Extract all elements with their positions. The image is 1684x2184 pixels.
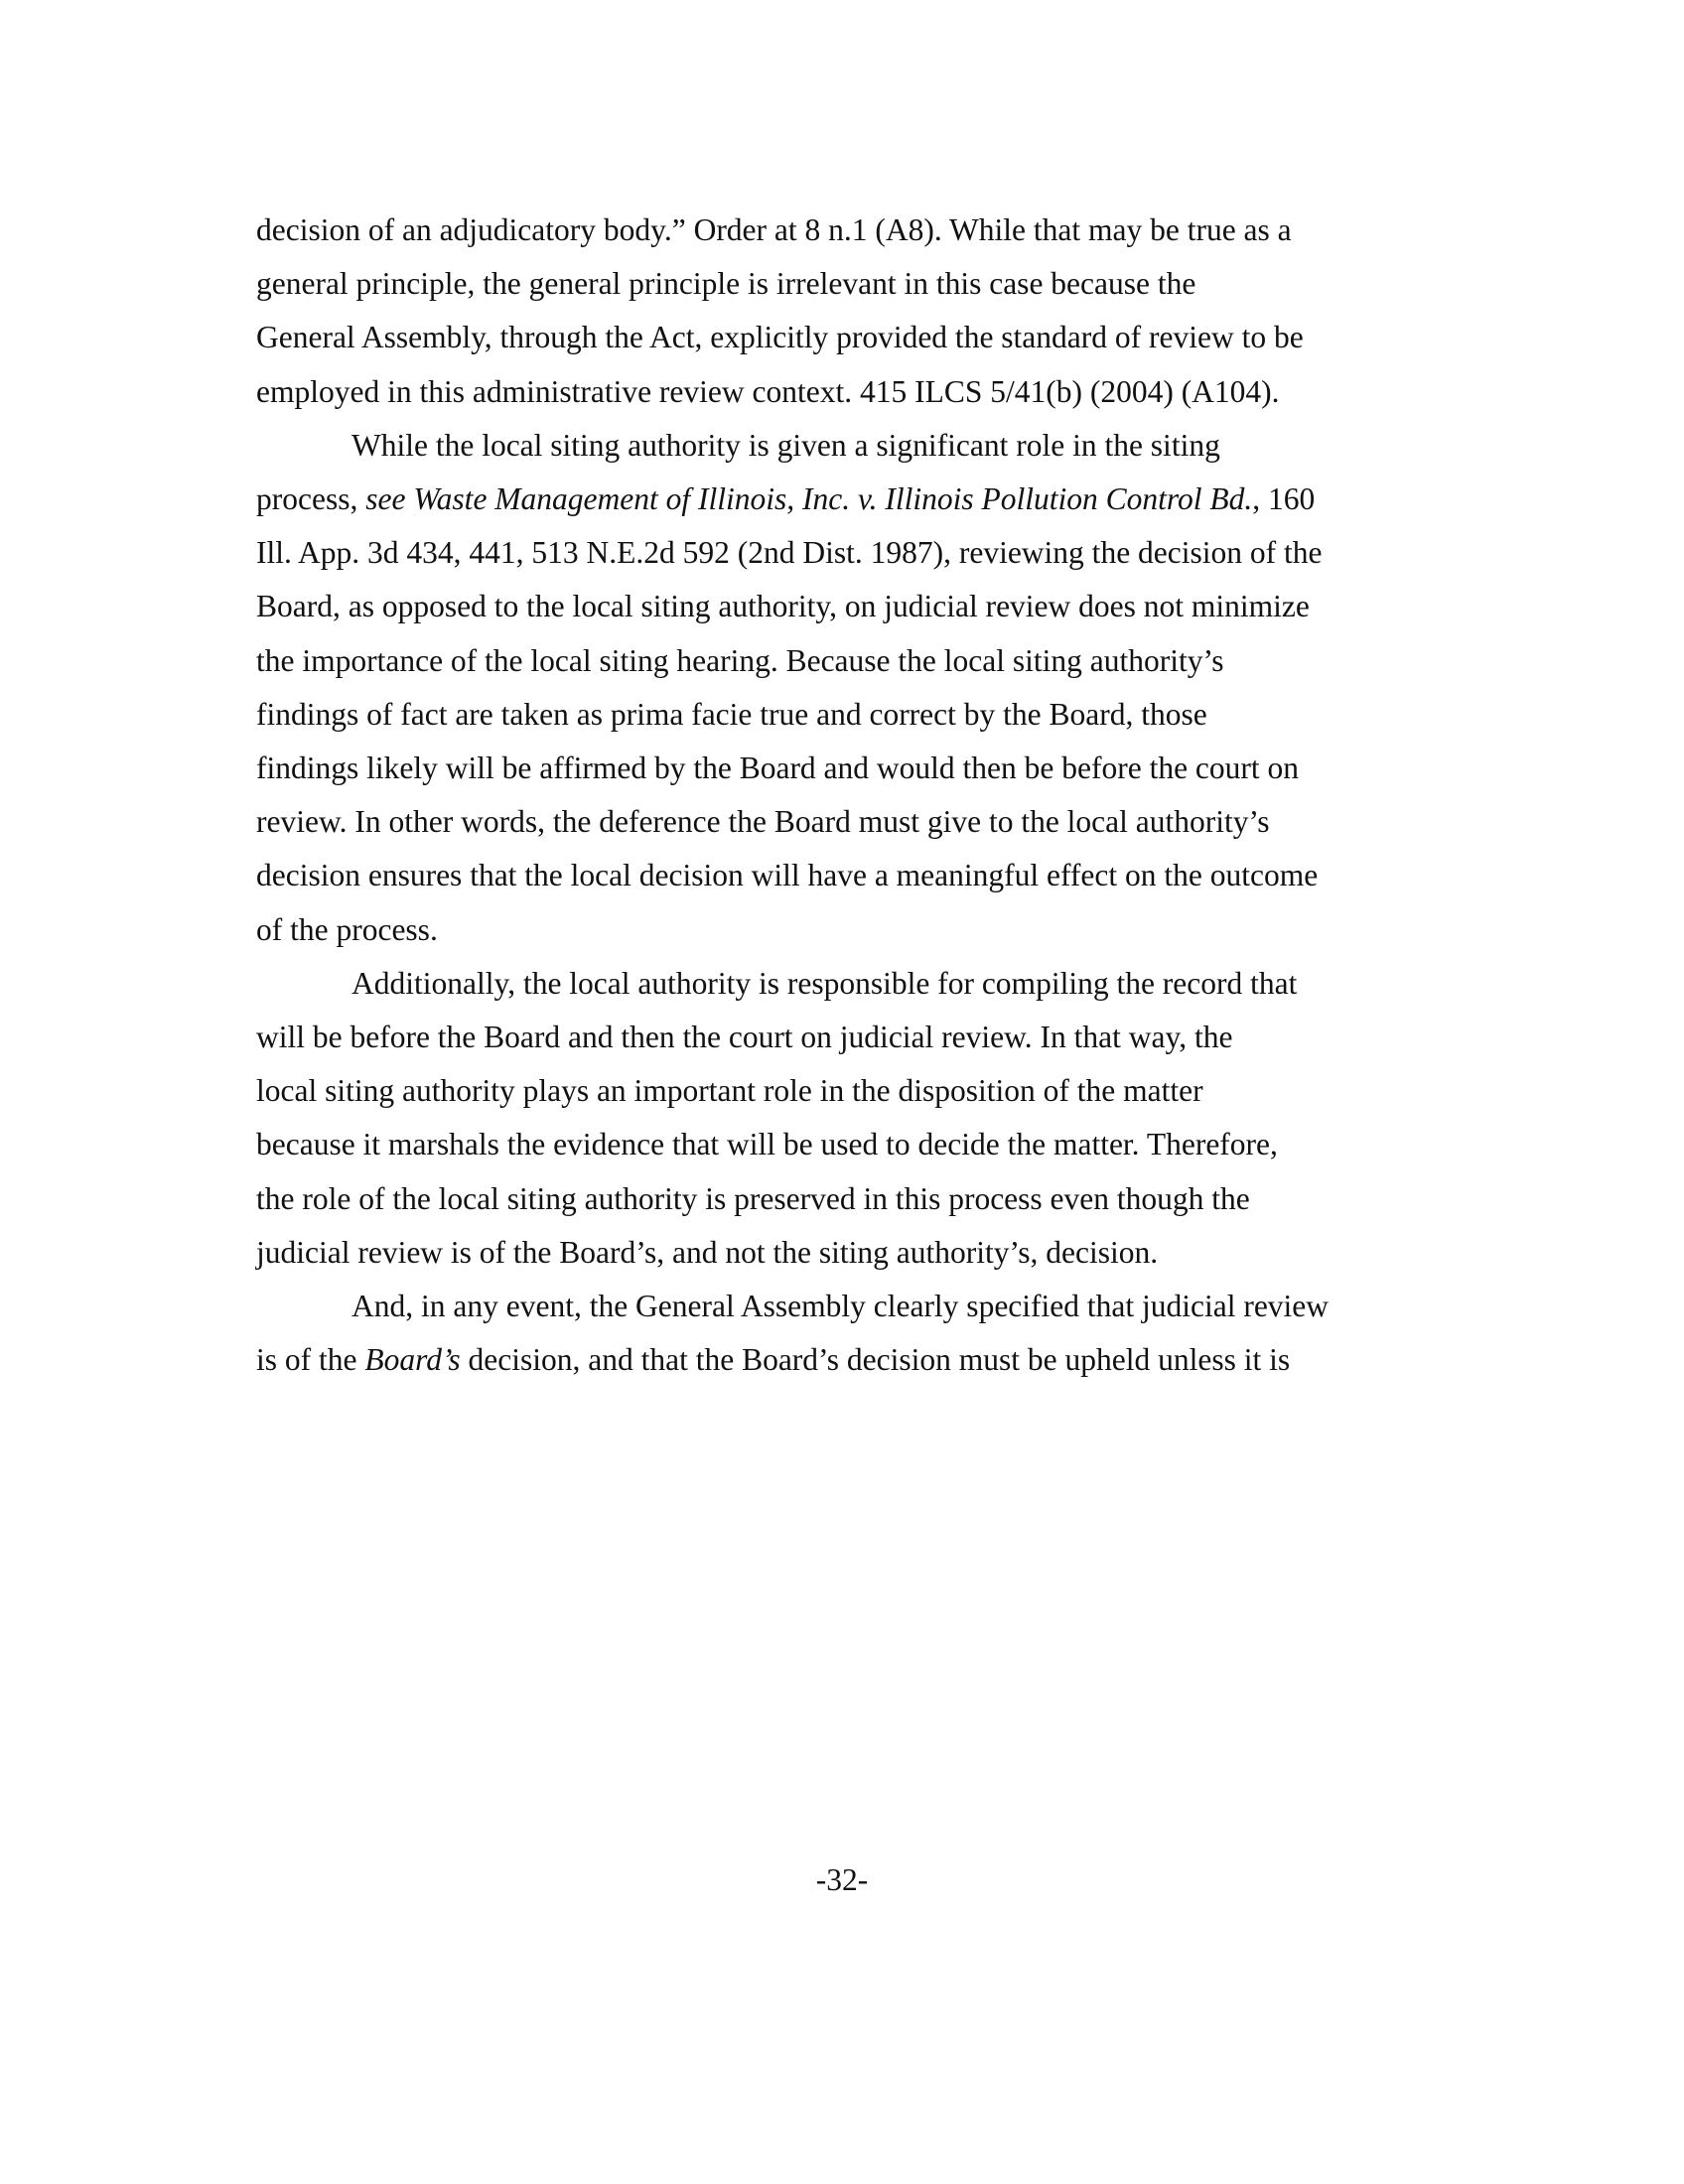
text-line: [256, 695, 1207, 735]
text-line: [256, 533, 1323, 573]
text-segment: employed in this administrative review context. 415 ILCS 5/41(b) (2004) (A104).: [256, 373, 1280, 409]
text-line: [256, 210, 1292, 250]
text-line: [256, 1125, 1278, 1164]
text-segment: findings likely will be affirmed by the Board and would then be before the court on: [256, 751, 1300, 785]
text-line: [256, 910, 438, 950]
page-number: -32-: [815, 1862, 869, 1897]
text-segment: the importance of the local siting hearing. Because the local siting authority’s: [256, 642, 1224, 678]
text-line: [256, 587, 1310, 626]
text-segment: While the local siting authority is given a significant role in the siting: [351, 427, 1220, 463]
text-segment: review. In other words, the deference the Board must give to the local authority’s: [256, 804, 1270, 840]
text-line: [256, 372, 1280, 412]
text-segment: General Assembly, through the Act, explicitly provided the standard of review to be: [256, 320, 1304, 355]
text-segment: decision of an adjudicatory body.” Order at 8 n.1 (A8). While that may be true as a: [256, 212, 1292, 247]
text-segment: Additionally, the local authority is responsible for compiling the record that: [351, 965, 1298, 1001]
text-line: [256, 1018, 1232, 1057]
text-segment: Ill. App. 3d 434, 441, 513 N.E.2d 592 (2nd Dist. 1987), reviewing the decision of the: [256, 535, 1323, 571]
text-segment: Board, as opposed to the local siting authority, on judicial review does not minimize: [256, 589, 1310, 624]
text-segment: because it marshals the evidence that will be used to decide the matter. Therefore,: [256, 1127, 1278, 1162]
text-line: [256, 641, 1223, 681]
text-line: [256, 1233, 1158, 1273]
text-segment: And, in any event, the General Assembly clearly specified that judicial review: [351, 1289, 1330, 1323]
text-segment: judicial review is of the Board’s, and not the siting authority’s, decision.: [256, 1234, 1159, 1270]
text-segment: findings of fact are taken as prima facie true and correct by the Board, those: [256, 696, 1207, 732]
text-segment: of the process.: [256, 911, 438, 947]
text-segment: decision, and that the Board’s decision must be upheld unless it is: [460, 1342, 1291, 1378]
text-segment: , 160: [1252, 481, 1316, 516]
text-segment: decision ensures that the local decision will have a meaningful effect on the outcome: [256, 858, 1319, 893]
text-line: [256, 1340, 1290, 1380]
text-segment: is of the: [256, 1342, 365, 1378]
italic-text: see Waste Management of Illinois, Inc. v. Illinois Pollution Control Bd.: [365, 481, 1253, 516]
text-line: [256, 1071, 1203, 1111]
text-line: [256, 749, 1299, 788]
text-line: [351, 964, 1297, 1004]
text-segment: will be before the Board and then the court on judicial review. In that way, the: [256, 1020, 1233, 1054]
text-line: [256, 479, 1315, 519]
text-line: [256, 318, 1304, 357]
text-line: [256, 1179, 1250, 1219]
text-segment: process,: [256, 481, 366, 516]
text-line: [351, 426, 1220, 466]
italic-text: Board’s: [364, 1342, 461, 1378]
text-segment: the role of the local siting authority is preserved in this process even though the: [256, 1180, 1250, 1216]
text-segment: local siting authority plays an important role in the disposition of the matter: [256, 1073, 1203, 1109]
text-segment: general principle, the general principle is irrelevant in this case because the: [256, 266, 1196, 302]
text-line: [256, 856, 1318, 895]
text-line: [256, 264, 1195, 304]
text-line: [256, 802, 1270, 842]
text-line: [351, 1287, 1329, 1326]
